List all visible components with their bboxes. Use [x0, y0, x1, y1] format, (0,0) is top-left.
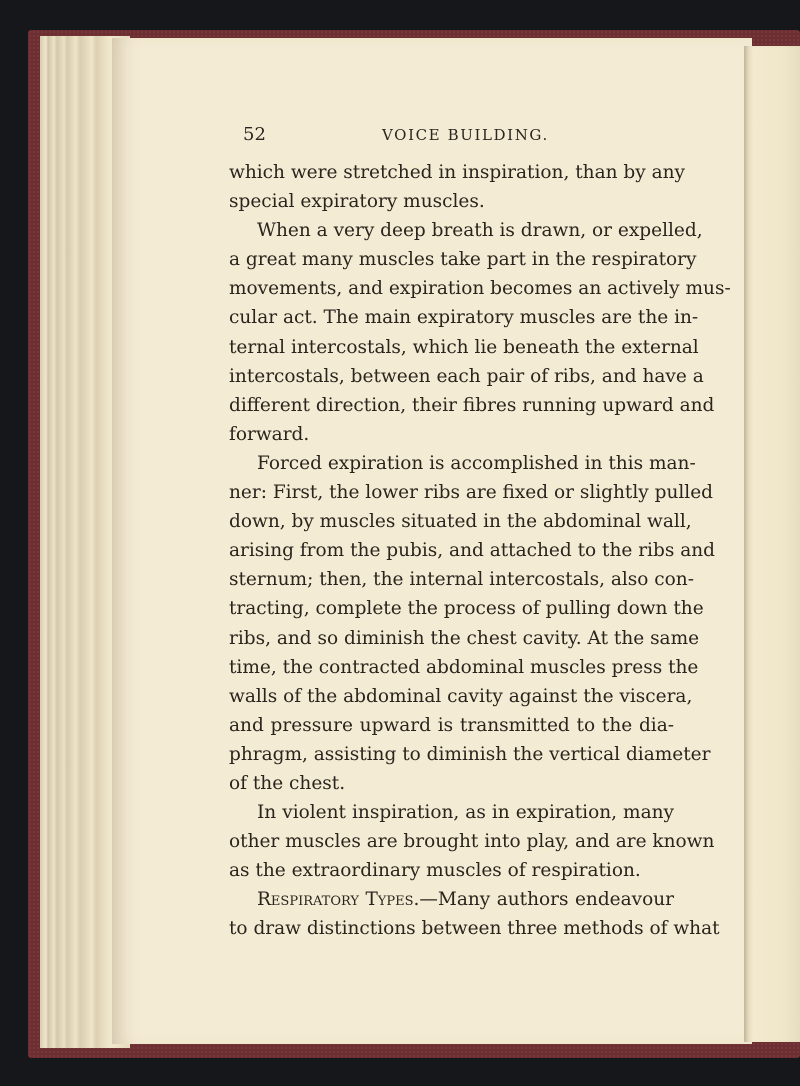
text-line: a great many muscles take part in the respiratory: [229, 249, 697, 271]
text-line: arising from the pubis, and attached to the ribs and: [229, 540, 715, 562]
text-line: ribs, and so diminish the chest cavity. At the same: [229, 627, 700, 649]
text-line: special expiratory muscles.: [229, 191, 485, 213]
text-line: different direction, their fibres running upward and: [229, 394, 715, 416]
running-title: VOICE BUILDING.: [382, 126, 549, 144]
text-line: phragm, assisting to diminish the vertical diameter: [229, 743, 711, 765]
text-line: to draw distinctions between three methods of what: [229, 918, 720, 940]
text-line: sternum; then, the internal intercostals, also con-: [229, 569, 694, 591]
text-line: intercostals, between each pair of ribs, and have a: [229, 365, 704, 387]
section-heading: Respiratory Types.: [257, 889, 420, 911]
text-line: of the chest.: [229, 772, 346, 794]
text-line: other muscles are brought into play, and are known: [229, 831, 715, 853]
text-line: ternal intercostals, which lie beneath the external: [229, 336, 699, 358]
text-line: movements, and expiration becomes an actively mus-: [229, 278, 731, 300]
section-heading-rest: —Many authors endeavour: [419, 889, 675, 911]
text-line: as the extraordinary muscles of respiration.: [229, 860, 641, 882]
text-line: tracting, complete the process of pulling down the: [229, 598, 704, 620]
text-line: Forced expiration is accomplished in this man-: [257, 452, 696, 474]
text-line: ner: First, the lower ribs are fixed or slightly pulled: [229, 482, 713, 504]
text-line: and pressure upward is transmitted to the dia-: [229, 714, 674, 736]
text-line: When a very deep breath is drawn, or expelled,: [257, 220, 703, 242]
page-edge-right: [744, 46, 800, 1042]
page-number: 52: [243, 124, 266, 145]
text-line: time, the contracted abdominal muscles press the: [229, 656, 699, 678]
text-line: walls of the abdominal cavity against the viscera,: [229, 685, 693, 707]
text-line: In violent inspiration, as in expiration, many: [257, 802, 674, 824]
text-line: forward.: [229, 423, 310, 445]
text-line: cular act. The main expiratory muscles are the in-: [229, 307, 699, 329]
body-text: [229, 158, 731, 944]
section-heading-line: [229, 885, 674, 914]
text-line: which were stretched in inspiration, than by any: [229, 162, 685, 183]
text-line: down, by muscles situated in the abdominal wall,: [229, 511, 692, 533]
page-header: [243, 124, 657, 152]
